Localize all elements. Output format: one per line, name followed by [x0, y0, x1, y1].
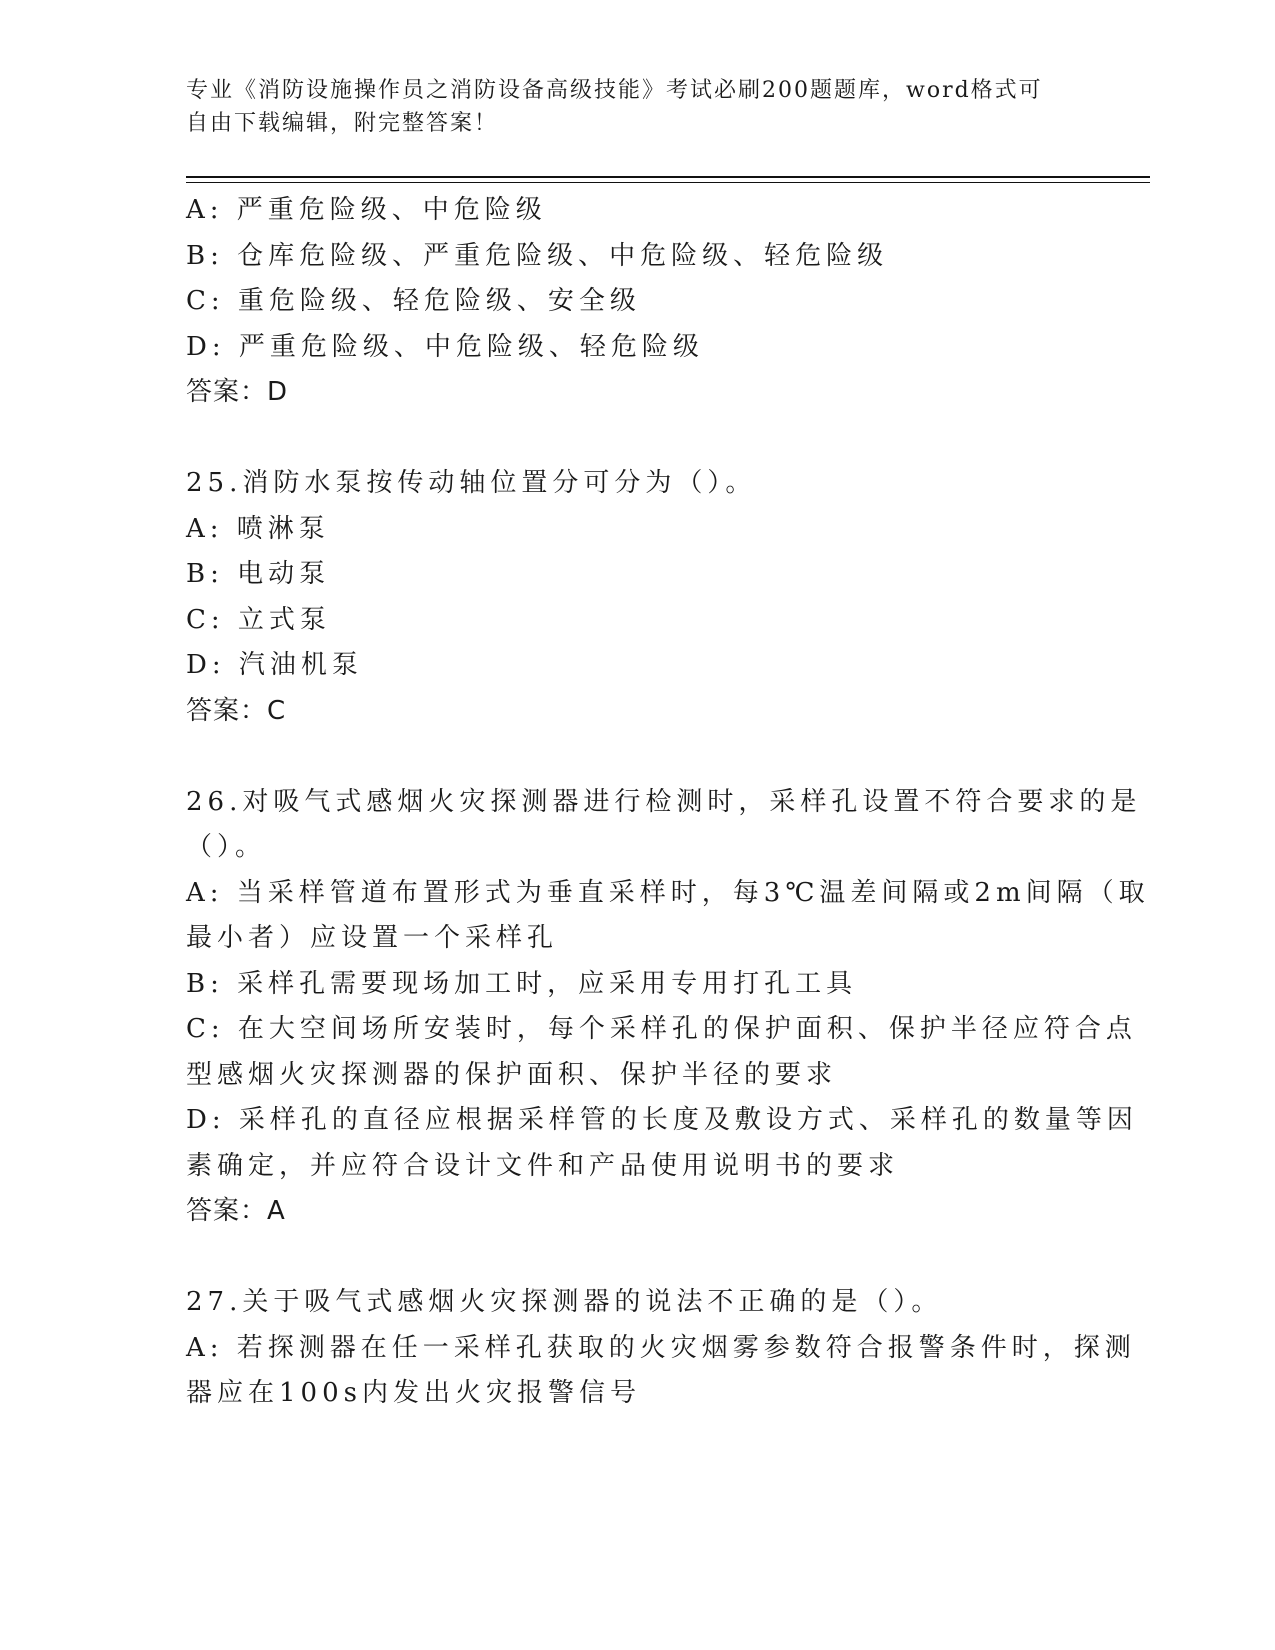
option-a: A: 严重危险级、中危险级 — [186, 195, 547, 225]
option-d: D: 汽油机泵 — [186, 650, 363, 680]
question-text: 27.关于吸气式感烟火灾探测器的说法不正确的是（）。 — [186, 1287, 943, 1317]
option-a-line-1: A: 若探测器在任一采样孔获取的火灾烟雾参数符合报警条件时，探测 — [186, 1332, 1136, 1363]
header-divider-thick — [186, 176, 1150, 178]
option-c: C: 重危险级、轻危险级、安全级 — [186, 286, 641, 316]
option-c-line-2: 型感烟火灾探测器的保护面积、保护半径的要求 — [186, 1059, 838, 1090]
header-divider-thin — [186, 182, 1150, 183]
option-b: B: 采样孔需要现场加工时，应采用专用打孔工具 — [186, 968, 858, 999]
spacer — [186, 1235, 1086, 1281]
option-a-line-2: 最小者）应设置一个采样孔 — [186, 923, 559, 953]
question-text: 25.消防水泵按传动轴位置分可分为（）。 — [186, 468, 757, 498]
spacer — [186, 734, 1086, 780]
option-c: C: 立式泵 — [186, 604, 331, 635]
option-a-line-2: 器应在100s内发出火灾报警信号 — [186, 1378, 641, 1408]
spacer — [186, 416, 1086, 462]
answer-line: 答案：A — [186, 1196, 286, 1226]
question-text-line-2: （）。 — [186, 832, 267, 862]
question-list — [186, 188, 1150, 1417]
document-header — [186, 74, 1066, 140]
header-line-2: 自由下载编辑，附完整答案！ — [186, 111, 499, 136]
question-block-27 — [186, 1280, 1136, 1417]
question-block-24 — [186, 188, 1086, 416]
option-d: D: 严重危险级、中危险级、轻危险级 — [186, 331, 704, 362]
question-block-25 — [186, 461, 1086, 734]
answer-line: 答案：C — [186, 695, 287, 726]
option-a: A: 喷淋泵 — [186, 513, 330, 544]
option-d-line-1: D: 采样孔的直径应根据采样管的长度及敷设方式、采样孔的数量等因 — [186, 1105, 1138, 1135]
question-text-line-1: 26.对吸气式感烟火灾探测器进行检测时，采样孔设置不符合要求的是 — [186, 786, 1142, 817]
option-b: B: 电动泵 — [186, 559, 331, 589]
option-a-line-1: A: 当采样管道布置形式为垂直采样时，每3℃温差间隔或2m间隔（取 — [186, 877, 1150, 908]
header-line-1: 专业《消防设施操作员之消防设备高级技能》考试必刷200题题库，word格式可 — [186, 78, 1043, 103]
question-block-26 — [186, 780, 1150, 1235]
option-b: B: 仓库危险级、严重危险级、中危险级、轻危险级 — [186, 240, 889, 271]
option-d-line-2: 素确定，并应符合设计文件和产品使用说明书的要求 — [186, 1150, 900, 1181]
option-c-line-1: C: 在大空间场所安装时，每个采样孔的保护面积、保护半径应符合点 — [186, 1014, 1137, 1044]
answer-line: 答案：D — [186, 377, 289, 407]
